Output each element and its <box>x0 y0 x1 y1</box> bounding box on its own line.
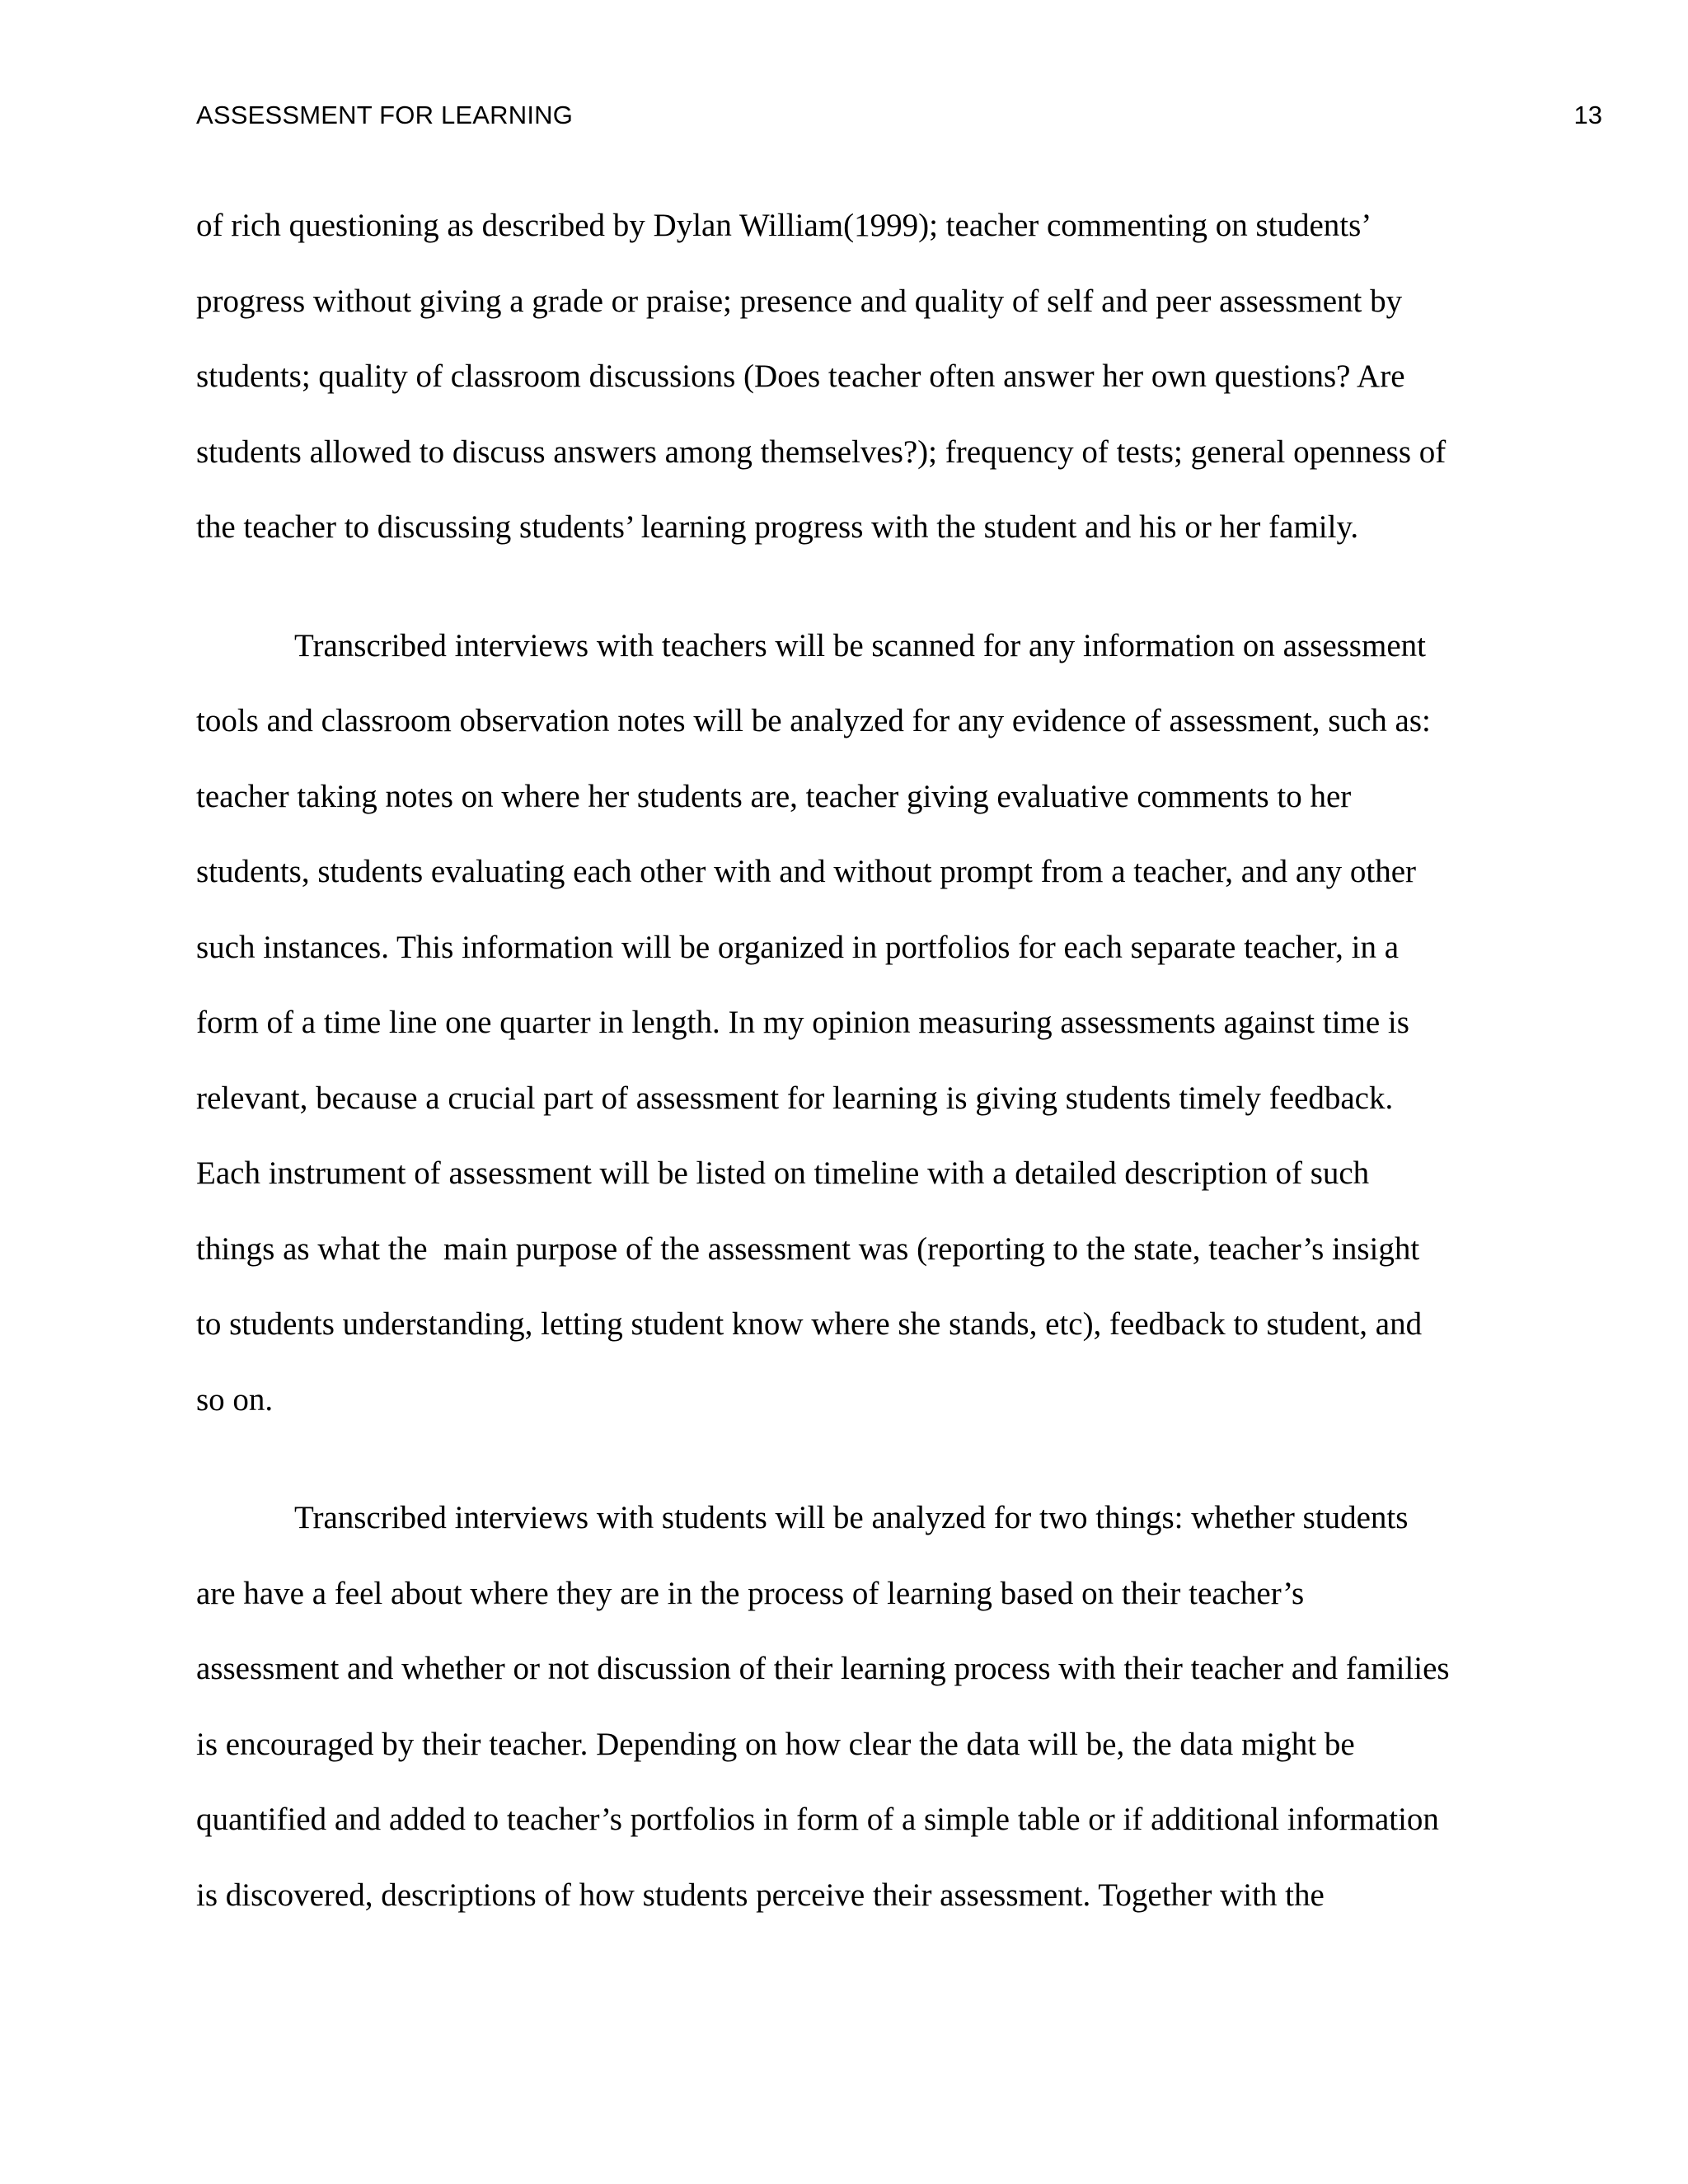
text-line: form of a time line one quarter in length. In my opinion measuring assessments against time is <box>196 1005 1409 1040</box>
text-line: progress without giving a grade or praise; presence and quality of self and peer assessment by <box>196 283 1403 319</box>
text-line: Transcribed interviews with teachers will be scanned for any information on assessment <box>294 627 1426 663</box>
text-line: Transcribed interviews with students will be analyzed for two things: whether students <box>294 1500 1409 1535</box>
text-line: so on. <box>196 1381 274 1418</box>
paragraph <box>196 188 1507 565</box>
running-head: ASSESSMENT FOR LEARNING <box>196 101 574 129</box>
paragraph <box>196 608 1507 1438</box>
paragraph-gap <box>196 1437 1507 1480</box>
text-line: are have a feel about where they are in the process of learning based on their teacher’s <box>196 1575 1305 1611</box>
text-line: students allowed to discuss answers among themselves?); frequency of tests; general openness of <box>196 434 1447 470</box>
paragraph <box>196 1480 1507 1933</box>
text-line: things as what the main purpose of the assessment was (reporting to the state, teacher’s insight <box>196 1230 1420 1267</box>
page-number: 13 <box>1573 101 1602 129</box>
text-line: the teacher to discussing students’ learning progress with the student and his or her family. <box>196 509 1359 545</box>
text-line: assessment and whether or not discussion of their learning process with their teacher and families <box>196 1651 1450 1686</box>
text-line: is encouraged by their teacher. Depending on how clear the data will be, the data might be <box>196 1726 1355 1762</box>
text-line: students; quality of classroom discussions (Does teacher often answer her own questions? Are <box>196 359 1405 394</box>
paragraph-gap <box>196 565 1507 608</box>
text-line: is discovered, descriptions of how students perceive their assessment. Together with the <box>196 1877 1325 1913</box>
text-line: Each instrument of assessment will be listed on timeline with a detailed description of such <box>196 1155 1370 1191</box>
text-line: of rich questioning as described by Dylan William(1999); teacher commenting on students’ <box>196 208 1372 243</box>
text-line: to students understanding, letting student know where she stands, etc), feedback to student, and <box>196 1306 1423 1342</box>
text-line: relevant, because a crucial part of assessment for learning is giving students timely feedback. <box>196 1080 1394 1116</box>
text-line: tools and classroom observation notes will be analyzed for any evidence of assessment, such as: <box>196 703 1431 738</box>
text-line: such instances. This information will be organized in portfolios for each separate teacher, in a <box>196 929 1400 965</box>
body-text <box>196 188 1507 1933</box>
text-line: students, students evaluating each other with and without prompt from a teacher, and any other <box>196 854 1417 889</box>
text-line: teacher taking notes on where her students are, teacher giving evaluative comments to her <box>196 778 1352 814</box>
text-line: quantified and added to teacher’s portfolios in form of a simple table or if additional information <box>196 1802 1439 1837</box>
